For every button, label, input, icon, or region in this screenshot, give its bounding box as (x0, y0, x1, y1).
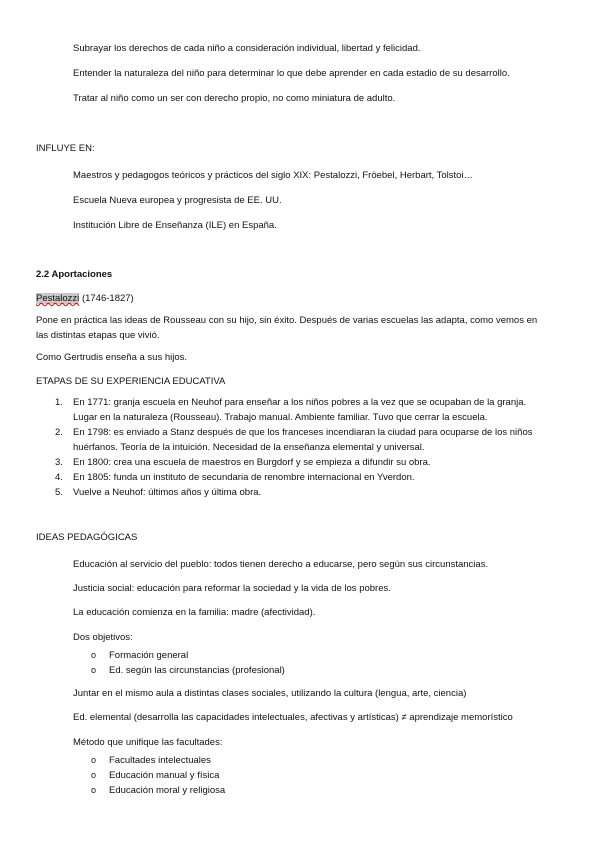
influye-bullet-1: Maestros y pedagogos teóricos y prácticos del siglo XIX: Pestalozzi, Fröebel, Herbart, Tolstoi… (73, 170, 474, 181)
top-bullet-1: Subrayar los derechos de cada niño a consideración individual, libertad y felicidad. (73, 43, 421, 54)
idea-7: Método que unifique las facultades: (73, 737, 223, 748)
idea-6: Ed. elemental (desarrolla las capacidades intelectuales, afectivas y artísticas) ≠ aprendizaje memorístico (73, 712, 513, 723)
idea-2: Justicia social: educación para reformar la sociedad y la vida de los pobres. (73, 583, 391, 594)
sub-bullet-icon: o (91, 770, 97, 780)
top-bullet-3: Tratar al niño como un ser con derecho propio, no como miniatura de adulto. (73, 93, 396, 104)
etapa-2-line-2: huérfanos. Teoría de la intuición. Necesidad de la enseñanza elemental y universal. (73, 442, 425, 453)
list-number: 3. (55, 457, 63, 468)
sub-bullet-icon: o (91, 665, 97, 675)
influye-bullet-3: Institución Libre de Enseñanza (ILE) en España. (73, 220, 277, 231)
influye-bullet-2: Escuela Nueva europea y progresista de EE. UU. (73, 195, 282, 206)
section-title: 2.2 Aportaciones (36, 269, 113, 280)
paragraph-1-line-2: las distintas etapas que vivió. (36, 330, 160, 341)
list-number: 1. (55, 397, 63, 408)
pestalozzi-years: (1746-1827) (79, 293, 134, 304)
paragraph-2: Como Gertrudis enseña a sus hijos. (36, 352, 188, 363)
idea-7-sub-3: Educación moral y religiosa (109, 785, 226, 796)
idea-7-sub-2: Educación manual y física (109, 770, 220, 781)
sub-bullet-icon: o (91, 755, 97, 765)
top-bullet-2: Entender la naturaleza del niño para determinar lo que debe aprender en cada estadio de su desarrollo. (73, 68, 510, 79)
idea-4: Dos objetivos: (73, 632, 133, 643)
etapas-heading: ETAPAS DE SU EXPERIENCIA EDUCATIVA (36, 376, 226, 387)
paragraph-1-line-1: Pone en práctica las ideas de Rousseau con su hijo, sin éxito. Después de varias escuelas las adapta, como vemos en (36, 315, 538, 326)
etapa-1-line-2: Lugar en la naturaleza (Rousseau). Trabajo manual. Ambiente familiar. Tuvo que cerrar la escuela. (73, 412, 488, 423)
pestalozzi-name: Pestalozzi (36, 293, 80, 304)
list-number: 4. (55, 472, 63, 483)
ideas-heading: IDEAS PEDAGÓGICAS (36, 532, 138, 543)
etapa-2-line-1: En 1798: es enviado a Stanz después de que los franceses incendiaran la ciudad para ocuparse de los niños (73, 427, 533, 438)
etapa-5: Vuelve a Neuhof: últimos años y última obra. (73, 487, 262, 498)
sub-bullet-icon: o (91, 785, 97, 795)
etapa-3: En 1800: crea una escuela de maestros en Burgdorf y se empieza a difundir su obra. (73, 457, 431, 468)
idea-4-sub-1: Formación general (109, 650, 189, 661)
influye-heading: INFLUYE EN: (36, 143, 95, 154)
pestalozzi-line (36, 293, 134, 305)
list-number: 5. (55, 487, 63, 498)
etapa-4: En 1805: funda un instituto de secundaria de renombre internacional en Yverdon. (73, 472, 415, 483)
idea-1: Educación al servicio del pueblo: todos tienen derecho a educarse, pero según sus circunstancias. (73, 559, 489, 570)
idea-7-sub-1: Facultades intelectuales (109, 755, 211, 766)
etapa-1-line-1: En 1771: granja escuela en Neuhof para enseñar a los niños pobres a la vez que se ocupaban de la granja. (73, 397, 527, 408)
idea-3: La educación comienza en la familia: madre (afectividad). (73, 607, 316, 618)
idea-5: Juntar en el mismo aula a distintas clases sociales, utilizando la cultura (lengua, arte, ciencia) (73, 688, 467, 699)
sub-bullet-icon: o (91, 650, 97, 660)
idea-4-sub-2: Ed. según las circunstancias (profesional) (109, 665, 285, 676)
list-number: 2. (55, 427, 63, 438)
